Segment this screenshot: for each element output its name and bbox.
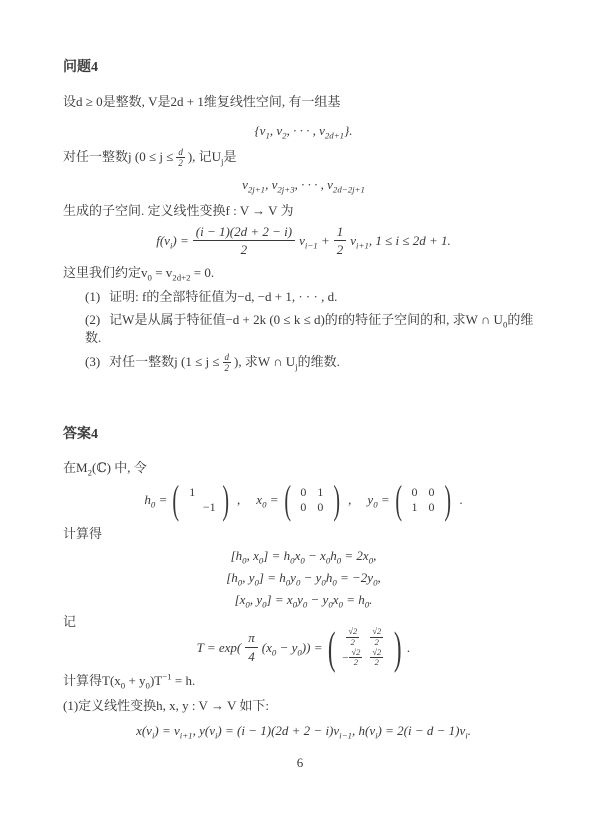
- matrix-cell: [365, 627, 389, 648]
- right-paren: ): [393, 621, 402, 673]
- matrix-row: [295, 500, 329, 515]
- fraction-numerator: d: [224, 351, 229, 362]
- big-fraction: [193, 224, 295, 258]
- fraction-denominator: 2: [224, 363, 229, 374]
- fraction-numerator: √2: [372, 646, 382, 657]
- fraction-denominator: 2: [353, 657, 359, 668]
- matrix-row: [184, 500, 218, 515]
- matrix-row: [184, 485, 218, 500]
- fraction-numerator: 1: [334, 224, 347, 242]
- hxy-definition-equation: $x(v_i) = v_{i+1}$, $y(v_i) = (i - 1)(2d + 2 - i)v_{i-1}$, $h(v_i) = 2(i - d - 1)v_i$.: [136, 723, 471, 741]
- fraction-denominator: 4: [248, 649, 255, 665]
- sqrt2-over-2: [346, 627, 359, 648]
- matrix-cells: [295, 485, 329, 515]
- matrix-cell: 0: [411, 485, 418, 499]
- matrix-y0: [392, 477, 455, 522]
- answer-section: [63, 417, 544, 739]
- equation-mid: $(x_0 - y_0)$) =: [261, 639, 323, 658]
- part1-paragraph: (1)定义线性变换h, x, y : V → V 如下:: [63, 698, 269, 714]
- matrix-cells: [406, 485, 440, 515]
- forj-post: ), 记$U_j$是: [187, 148, 237, 167]
- matrix-cell: −1: [202, 500, 216, 514]
- matrix-row: [295, 485, 329, 500]
- matrix-cells: [341, 627, 389, 668]
- fraction-denominator: 2: [336, 242, 344, 258]
- page-number: 6: [296, 755, 304, 770]
- left-paren: (: [172, 477, 180, 522]
- half-fraction: [334, 224, 347, 258]
- matrix-label: $y_0$ =: [367, 492, 390, 510]
- matrix-h0: [169, 477, 232, 522]
- fraction-denominator: 2: [374, 636, 379, 647]
- matrix-row: [406, 500, 440, 515]
- matrix-cell: 0: [300, 500, 307, 514]
- fraction-numerator: √2: [351, 646, 361, 657]
- matrix-x0: [281, 477, 344, 522]
- matrix-row: [341, 627, 389, 648]
- problem-item-3: [63, 352, 544, 374]
- matrix-cell: 0: [317, 500, 324, 514]
- d-over-2-fraction: [176, 147, 185, 169]
- right-paren: ): [444, 477, 451, 522]
- separator: ,: [348, 492, 352, 507]
- cell-sign: −: [342, 651, 349, 664]
- commutator-3: [$x_0$, $y_0] = x_0y_0 - y_0x_0 = h_0$.: [234, 592, 373, 610]
- item-text-pre: 对任一整数j (1 ≤ j ≤: [109, 353, 220, 369]
- matrix-cell: [201, 485, 218, 500]
- setup-paragraph: 在$M_2(ℂ)$ 中, 令: [63, 460, 147, 478]
- fraction-numerator: √2: [348, 626, 358, 636]
- separator: .: [459, 492, 463, 507]
- item-text: 证明: f的全部特征值为−d, −d + 1, · · · , d.: [109, 288, 338, 304]
- pi-over-4-fraction: [245, 630, 258, 664]
- left-paren: (: [328, 621, 336, 673]
- matrix-cell: 1: [317, 485, 324, 499]
- matrix-T: [324, 621, 405, 673]
- item-label: (2): [85, 311, 101, 327]
- fraction-denominator: 2: [374, 657, 379, 668]
- sqrt2-over-2: [370, 627, 383, 648]
- matrix-cell: [184, 500, 201, 515]
- T-equation: [63, 621, 544, 673]
- fraction-numerator: π: [245, 630, 258, 648]
- item-text: 记W是从属于特征值−d + 2k (0 ≤ k ≤ d)的f的特征子空间的和, 求W ∩ $U_0$的维数.: [85, 311, 534, 345]
- matrix-x0-unit: [256, 477, 352, 522]
- matrix-cell: 1: [189, 485, 196, 499]
- fraction-denominator: 2: [178, 158, 183, 169]
- sqrt2-over-2: [370, 648, 383, 669]
- matrix-label: $x_0$ =: [256, 492, 279, 510]
- equation-lhs: T = exp(: [196, 639, 242, 655]
- equation-tail: .: [407, 639, 411, 655]
- problem-item-1: [63, 288, 544, 306]
- matrices-definition: [63, 477, 544, 522]
- item-text-post: ), 求W ∩ $U_j$的维数.: [234, 353, 340, 372]
- answer-heading: 答案4: [63, 427, 98, 442]
- matrix-y0-unit: [367, 477, 463, 522]
- matrix-cells: [184, 485, 218, 515]
- left-paren: (: [394, 477, 402, 522]
- matrix-cell: 0: [428, 485, 435, 499]
- matrix-cell: 0: [428, 500, 435, 514]
- denote-paragraph: 记: [63, 614, 77, 629]
- fraction-denominator: 2: [350, 636, 355, 647]
- f-definition-equation: [63, 224, 544, 258]
- problem-section: [63, 50, 544, 374]
- right-paren: ): [333, 477, 340, 522]
- fraction-denominator: 2: [240, 242, 248, 258]
- item-label: (3): [85, 353, 101, 369]
- separator: ,: [237, 492, 241, 507]
- convention-paragraph: 这里我们约定$v_0 = v_{2d+2} = 0$.: [63, 264, 215, 283]
- left-paren: (: [283, 477, 291, 522]
- fraction-numerator: √2: [372, 626, 382, 636]
- commutator-2: [$h_0$, $y_0] = h_0y_0 - y_0h_0 = -2y_0$,: [226, 570, 381, 588]
- forj-paragraph: [63, 147, 544, 169]
- right-paren: ): [222, 477, 229, 522]
- problem-item-2: [63, 311, 544, 347]
- matrix-cell: 1: [411, 500, 418, 514]
- fraction-numerator: d: [178, 147, 183, 157]
- matrix-cell: 0: [300, 485, 307, 499]
- compute-paragraph: 计算得: [63, 526, 103, 541]
- problem-intro: 设d ≥ 0是整数, V是2d + 1维复线性空间, 有一组基: [63, 94, 341, 109]
- equation-tail: $v_{i+1}$, 1 ≤ i ≤ 2d + 1.: [350, 232, 451, 251]
- matrix-cell: [341, 648, 365, 669]
- d-over-2-fraction: [223, 352, 232, 374]
- fraction-numerator: (i − 1)(2d + 2 − i): [193, 224, 295, 242]
- sqrt2-over-2: [349, 648, 362, 669]
- matrix-cell: [365, 648, 389, 669]
- item-label: (1): [85, 288, 101, 304]
- matrix-h0-unit: [144, 477, 241, 522]
- basis-display: {$v_1$, $v_2$, · · · , $v_{2d+1}$}.: [254, 123, 353, 141]
- define-f-paragraph: 生成的子空间. 定义线性变换f : V → V 为: [63, 202, 294, 218]
- matrix-row: [406, 485, 440, 500]
- commutator-1: [$h_0$, $x_0] = h_0x_0 - x_0h_0 = 2x_0$,: [230, 548, 377, 566]
- matrix-row: [341, 648, 389, 669]
- problem-heading: 问题4: [63, 60, 98, 75]
- matrix-label: $h_0$ =: [144, 492, 168, 510]
- matrix-cell: [341, 627, 365, 648]
- compute-T-paragraph: 计算得$T(x_0 + y_0)T^{-1} = h$.: [63, 671, 196, 691]
- equation-lhs: $f(v_i)$ =: [156, 232, 189, 251]
- span-vectors-display: $v_{2j+1}$, $v_{2j+3}$, · · · , $v_{2d-2j+1}$: [242, 176, 365, 195]
- forj-pre: 对任一整数j (0 ≤ j ≤: [63, 148, 174, 164]
- equation-mid: $v_{i-1}$ +: [299, 232, 330, 251]
